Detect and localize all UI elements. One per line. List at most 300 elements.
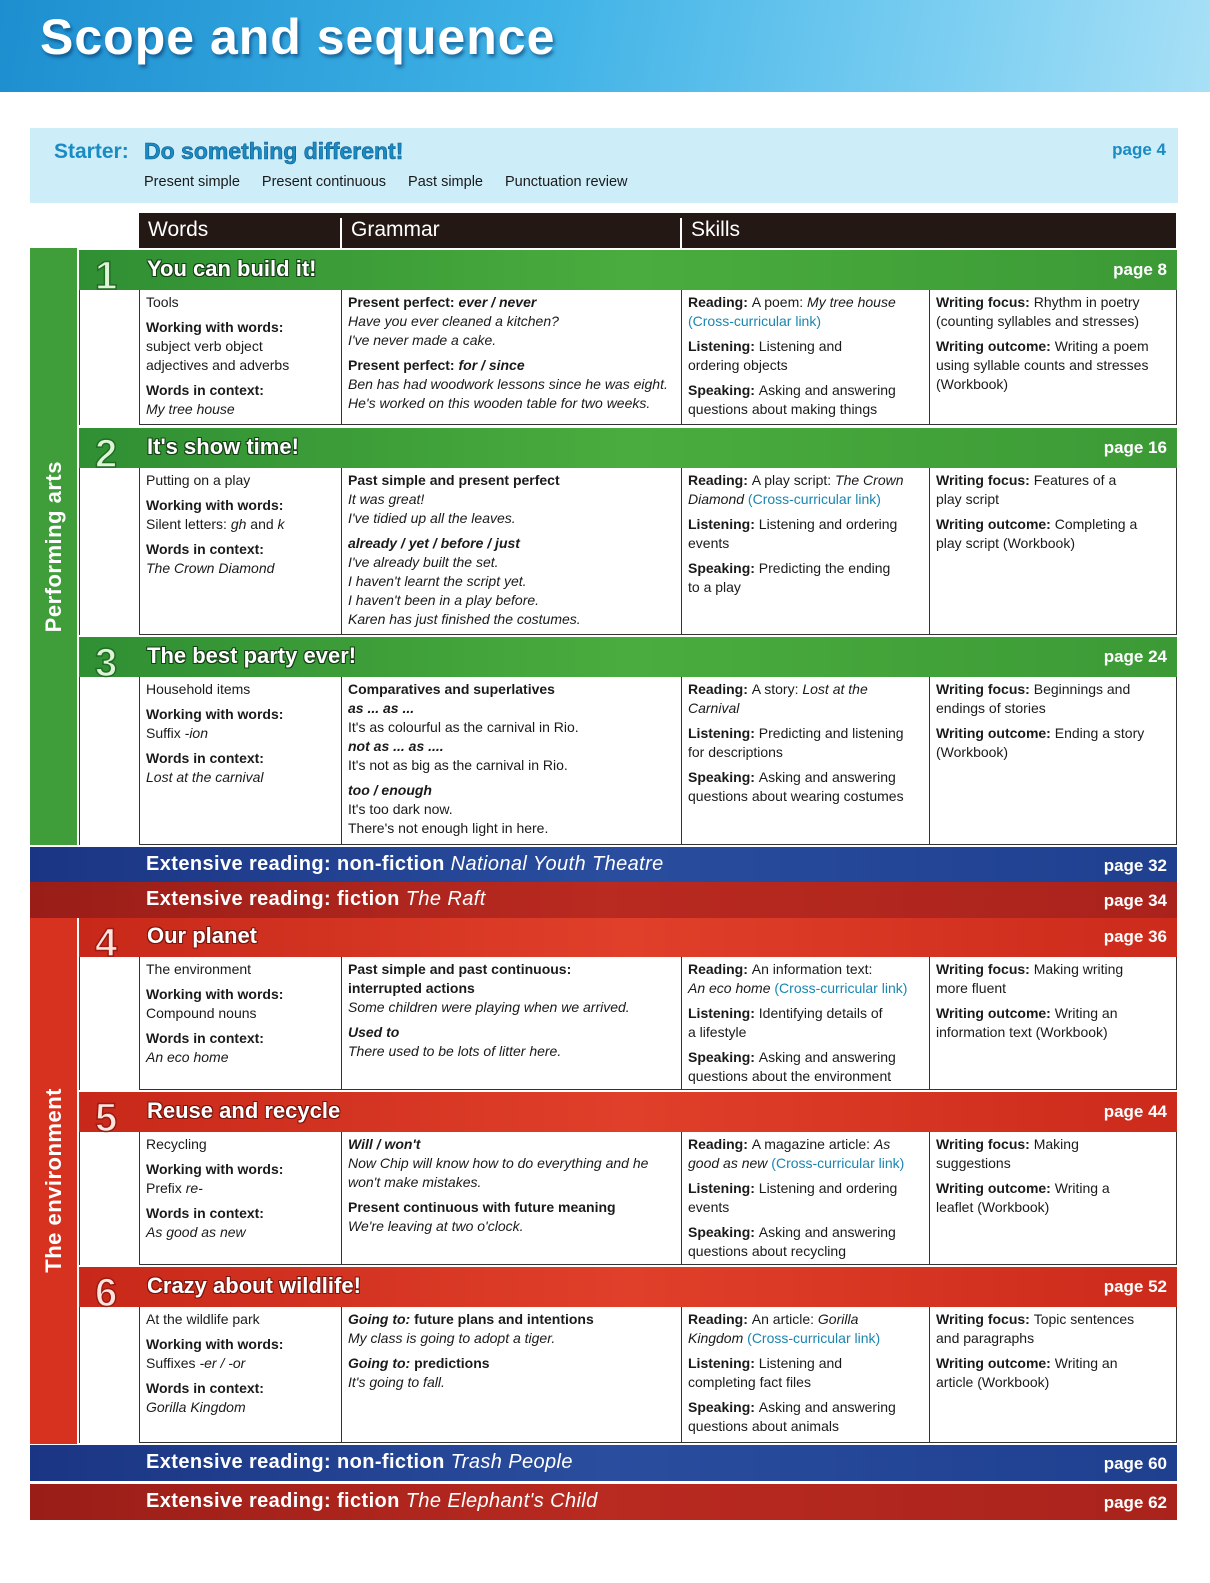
- cell-paragraph: [936, 724, 1172, 762]
- cell-line: [146, 540, 335, 559]
- cell-line: [348, 553, 675, 572]
- words-cell: [140, 290, 341, 424]
- cell-text: as ... as ...: [348, 700, 415, 716]
- section-performing-arts: [30, 248, 79, 845]
- cell-line: [146, 400, 335, 419]
- cell-line: [936, 293, 1172, 312]
- cell-text: Writing outcome:: [936, 516, 1055, 532]
- skills-cell: [681, 957, 929, 1089]
- cell-line: [936, 1179, 1172, 1198]
- unit-title: Reuse and recycle: [147, 1098, 341, 1123]
- cell-text: Speaking:: [688, 560, 759, 576]
- cell-line: [348, 1329, 675, 1348]
- cell-text: Writing focus:: [936, 472, 1034, 488]
- cell-line: [146, 559, 335, 578]
- cell-text: using syllable counts and stresses: [936, 357, 1149, 373]
- cell-text: Asking and answering: [758, 1224, 896, 1240]
- cell-line: [936, 312, 1172, 331]
- starter-page: page 4: [1112, 140, 1166, 159]
- skills-cell: [681, 1132, 929, 1264]
- cell-text: Asking and answering: [758, 1049, 896, 1065]
- cell-text: leaflet (Workbook): [936, 1199, 1050, 1215]
- cell-line: [348, 756, 675, 775]
- cell-line: [348, 1042, 675, 1061]
- cell-text: It was great!: [348, 491, 425, 507]
- cell-line: [146, 749, 335, 768]
- cell-text: Working with words:: [146, 986, 284, 1002]
- grammar-cell: [341, 1132, 681, 1264]
- cell-text: interrupted actions: [348, 980, 475, 996]
- extensive-reading-title: [146, 888, 486, 911]
- cell-paragraph: [936, 337, 1172, 394]
- cell-text: It's as colourful as the carnival in Rio.: [348, 719, 579, 735]
- cell-text: Writing an: [1054, 1355, 1118, 1371]
- cell-text: re-: [185, 1180, 203, 1196]
- cell-text: Speaking:: [688, 769, 759, 785]
- cell-text: Going to:: [348, 1355, 415, 1371]
- writing-cell: [929, 1132, 1178, 1264]
- cell-line: [146, 985, 335, 1004]
- cell-text: suggestions: [936, 1155, 1011, 1171]
- cell-line: [348, 356, 675, 375]
- cell-text: Writing focus:: [936, 1311, 1034, 1327]
- starter-topics: [144, 174, 628, 190]
- cell-paragraph: [348, 1310, 675, 1348]
- cell-line: [348, 1154, 675, 1173]
- cell-line: [348, 718, 675, 737]
- cell-line: [348, 293, 675, 312]
- cell-text: Asking and answering: [758, 1399, 896, 1415]
- cell-line: [688, 490, 923, 509]
- cell-text: Features of a: [1033, 472, 1117, 488]
- cell-text: A story:: [751, 681, 803, 697]
- cell-text: At the wildlife park: [146, 1311, 260, 1327]
- column-header: [139, 213, 1176, 248]
- cell-line: [146, 1379, 335, 1398]
- cell-line: [146, 337, 335, 356]
- cell-line: [146, 515, 335, 534]
- cell-text: Listening:: [688, 516, 759, 532]
- cell-text: a lifestyle: [688, 1024, 747, 1040]
- cell-text: play script: [936, 491, 1000, 507]
- cell-line: [688, 743, 923, 762]
- unit-content: [139, 677, 1177, 845]
- cell-text: Listening and: [758, 338, 843, 354]
- unit-6: [79, 1267, 1177, 1443]
- writing-cell: [929, 1307, 1178, 1442]
- cell-line: [688, 1179, 923, 1198]
- cell-text: Gorilla Kingdom: [146, 1399, 246, 1415]
- cell-text: Identifying details of: [758, 1005, 883, 1021]
- cell-paragraph: [146, 1160, 335, 1198]
- cell-paragraph: [348, 293, 675, 350]
- writing-cell: [929, 290, 1178, 424]
- cell-line: [688, 1135, 923, 1154]
- cell-text: A play script:: [751, 472, 836, 488]
- cell-line: [936, 743, 1172, 762]
- cell-text: Present continuous with future meaning: [348, 1199, 616, 1215]
- unit-3: [79, 637, 1177, 845]
- cell-line: [688, 1373, 923, 1392]
- cell-text: Reading:: [688, 961, 752, 977]
- cell-text: Have you ever cleaned a kitchen?: [348, 313, 559, 329]
- cell-paragraph: [146, 496, 335, 534]
- cell-text: Going to:: [348, 1311, 415, 1327]
- cell-text: It's too dark now.: [348, 801, 453, 817]
- extensive-reading-title: [146, 1490, 598, 1513]
- cell-text: Comparatives and superlatives: [348, 681, 555, 697]
- cell-text: Words in context:: [146, 1030, 264, 1046]
- cell-line: [936, 1023, 1172, 1042]
- cell-line: [936, 515, 1172, 534]
- cell-text: Lost at the: [802, 681, 868, 697]
- cell-text: The environment: [146, 961, 252, 977]
- cell-text: Will / won't: [348, 1136, 421, 1152]
- cell-line: [348, 572, 675, 591]
- cell-paragraph: [936, 1179, 1172, 1217]
- cell-line: [936, 1135, 1172, 1154]
- unit-page: page 44: [1103, 1102, 1167, 1121]
- unit-number: 4: [95, 921, 118, 965]
- cell-line: [688, 1310, 923, 1329]
- extensive-reading-title: [146, 853, 664, 876]
- cell-line: [146, 471, 335, 490]
- grammar-cell: [341, 290, 681, 424]
- cell-line: [348, 1373, 675, 1392]
- words-cell: [140, 1307, 341, 1442]
- cell-line: [688, 578, 923, 597]
- cell-text: and: [246, 516, 278, 532]
- unit-number: 1: [95, 254, 118, 298]
- extensive-reading-label: Extensive reading: non-fiction: [146, 853, 451, 875]
- cell-line: [146, 318, 335, 337]
- cell-paragraph: [146, 318, 335, 375]
- cross-curricular-link[interactable]: (Cross-curricular link): [688, 313, 822, 329]
- cell-text: Working with words:: [146, 1161, 284, 1177]
- cell-line: [936, 680, 1172, 699]
- grammar-cell: [341, 957, 681, 1089]
- cell-paragraph: [146, 1335, 335, 1373]
- cell-paragraph: [688, 724, 923, 762]
- cell-paragraph: [688, 515, 923, 553]
- cell-line: [146, 705, 335, 724]
- cell-line: [348, 1354, 675, 1373]
- cell-line: [348, 960, 675, 979]
- cell-text: We're leaving at two o'clock.: [348, 1218, 524, 1234]
- cell-line: [936, 1329, 1172, 1348]
- cross-curricular-link[interactable]: (Cross-curricular link): [747, 491, 881, 507]
- cell-text: events: [688, 535, 730, 551]
- cell-text: questions about the environment: [688, 1068, 892, 1084]
- cell-text: Speaking:: [688, 1399, 759, 1415]
- cell-text: Words in context:: [146, 541, 264, 557]
- unit-content: [139, 290, 1177, 425]
- cell-line: [688, 979, 923, 998]
- cell-text: endings of stories: [936, 700, 1046, 716]
- cell-text: I haven't been in a play before.: [348, 592, 540, 608]
- cell-line: [146, 1160, 335, 1179]
- extensive-reading-page: page 32: [1103, 856, 1167, 875]
- cell-line: [688, 1398, 923, 1417]
- unit-number: 5: [95, 1096, 118, 1140]
- cell-paragraph: [688, 1048, 923, 1086]
- cell-line: [146, 1335, 335, 1354]
- words-cell: [140, 677, 341, 844]
- cell-text: Words in context:: [146, 750, 264, 766]
- cell-line: [348, 699, 675, 718]
- skills-cell: [681, 1307, 929, 1442]
- unit-page: page 8: [1113, 260, 1167, 279]
- cell-text: questions about animals: [688, 1418, 839, 1434]
- cell-paragraph: [146, 1379, 335, 1417]
- cell-line: [348, 1023, 675, 1042]
- cell-line: [688, 768, 923, 787]
- cell-text: Used to: [348, 1024, 400, 1040]
- cell-text: Writing outcome:: [936, 1180, 1055, 1196]
- cell-paragraph: [348, 680, 675, 775]
- cell-text: Listening and ordering: [758, 516, 898, 532]
- cell-paragraph: [348, 1198, 675, 1236]
- starter-title: Do something different!: [144, 138, 404, 164]
- cell-paragraph: [348, 471, 675, 528]
- cell-line: [348, 490, 675, 509]
- cell-line: [936, 375, 1172, 394]
- cell-text: Some children were playing when we arrived.: [348, 999, 630, 1015]
- cell-paragraph: [146, 1310, 335, 1329]
- page-header: [0, 0, 1210, 92]
- cell-line: [146, 356, 335, 375]
- cell-paragraph: [146, 1029, 335, 1067]
- cell-line: [688, 312, 923, 331]
- cell-text: I've never made a cake.: [348, 332, 497, 348]
- section-label: The environment: [40, 1088, 66, 1273]
- cell-paragraph: [688, 1398, 923, 1436]
- cell-line: [936, 1310, 1172, 1329]
- cell-line: [688, 534, 923, 553]
- cross-curricular-link[interactable]: (Cross-curricular link): [774, 980, 908, 996]
- cell-paragraph: [688, 1354, 923, 1392]
- cell-text: subject verb object: [146, 338, 263, 354]
- cell-paragraph: [146, 985, 335, 1023]
- cell-text: Present perfect:: [348, 357, 459, 373]
- extensive-reading-bar: [30, 847, 1177, 883]
- extensive-reading-book: Trash People: [450, 1451, 573, 1473]
- cell-line: [348, 1135, 675, 1154]
- unit-title: The best party ever!: [147, 643, 357, 668]
- cell-text: There's not enough light in here.: [348, 820, 549, 836]
- cell-text: not as ... as ....: [348, 738, 444, 754]
- unit-number: 6: [95, 1271, 118, 1315]
- cell-paragraph: [936, 680, 1172, 718]
- unit-page: page 52: [1103, 1277, 1167, 1296]
- cell-text: Past simple and past continuous:: [348, 961, 572, 977]
- column-grammar: Grammar: [340, 218, 440, 248]
- cell-text: (Workbook): [936, 376, 1009, 392]
- cell-line: [146, 1398, 335, 1417]
- extensive-reading-bar: [30, 1445, 1177, 1481]
- starter-topic: Past simple: [408, 174, 483, 190]
- grammar-cell: [341, 677, 681, 844]
- cell-line: [146, 1179, 335, 1198]
- cell-text: An eco home: [146, 1049, 229, 1065]
- cell-line: [936, 337, 1172, 356]
- cell-line: [146, 724, 335, 743]
- cell-text: Predicting the ending: [758, 560, 891, 576]
- writing-cell: [929, 677, 1178, 844]
- unit-content: [139, 1132, 1177, 1265]
- cell-text: Speaking:: [688, 382, 759, 398]
- cell-text: Ben has had woodwork lessons since he was eight.: [348, 376, 668, 392]
- cell-line: [688, 1004, 923, 1023]
- starter-topic: Punctuation review: [505, 174, 628, 190]
- cell-text: An eco home: [688, 980, 775, 996]
- cell-line: [146, 293, 335, 312]
- cell-text: article (Workbook): [936, 1374, 1050, 1390]
- unit-title-bar: [79, 917, 1177, 965]
- cell-text: Working with words:: [146, 1336, 284, 1352]
- cell-line: [348, 1198, 675, 1217]
- unit-title-bar: [79, 1267, 1177, 1315]
- cell-paragraph: [688, 1223, 923, 1261]
- cell-text: ever / never: [458, 294, 537, 310]
- cell-text: k: [277, 516, 285, 532]
- cell-text: Listening and: [758, 1355, 843, 1371]
- cell-text: Listening and ordering: [758, 1180, 898, 1196]
- cell-text: play script (Workbook): [936, 535, 1076, 551]
- cell-line: [688, 400, 923, 419]
- starter-topic: Present continuous: [261, 174, 387, 190]
- unit-page: page 36: [1103, 927, 1167, 946]
- cell-line: [688, 1198, 923, 1217]
- cell-text: Writing outcome:: [936, 1355, 1055, 1371]
- cell-line: [688, 680, 923, 699]
- cell-line: [348, 1310, 675, 1329]
- cell-text: Listening:: [688, 338, 759, 354]
- cell-paragraph: [936, 1354, 1172, 1392]
- extensive-reading-label: Extensive reading: fiction: [146, 1490, 406, 1512]
- cell-text: Ending a story: [1054, 725, 1145, 741]
- cell-line: [146, 1029, 335, 1048]
- starter-box: [30, 128, 1178, 203]
- cross-curricular-link[interactable]: (Cross-curricular link): [771, 1155, 905, 1171]
- cell-paragraph: [936, 1004, 1172, 1042]
- grammar-cell: [341, 468, 681, 634]
- cell-line: [936, 1373, 1172, 1392]
- cell-line: [348, 610, 675, 629]
- cell-text: Diamond: [688, 491, 748, 507]
- cell-line: [688, 960, 923, 979]
- cell-line: [688, 1329, 923, 1348]
- cell-line: [688, 1154, 923, 1173]
- cell-text: It's going to fall.: [348, 1374, 445, 1390]
- cell-text: Karen has just finished the costumes.: [348, 611, 581, 627]
- cell-text: more fluent: [936, 980, 1007, 996]
- cell-text: Topic sentences: [1033, 1311, 1135, 1327]
- cell-text: I've tidied up all the leaves.: [348, 510, 516, 526]
- cell-text: ordering objects: [688, 357, 788, 373]
- cell-line: [146, 496, 335, 515]
- cell-line: [688, 356, 923, 375]
- cell-text: Making: [1033, 1136, 1079, 1152]
- cell-line: [348, 1173, 675, 1192]
- cell-text: -ion: [184, 725, 209, 741]
- cell-paragraph: [688, 337, 923, 375]
- cell-line: [348, 509, 675, 528]
- cell-text: Working with words:: [146, 497, 284, 513]
- column-skills: Skills: [680, 218, 740, 248]
- cell-paragraph: [348, 356, 675, 413]
- cell-text: gh: [230, 516, 247, 532]
- cell-line: [688, 337, 923, 356]
- cell-line: [936, 1198, 1172, 1217]
- cross-curricular-link[interactable]: (Cross-curricular link): [747, 1330, 881, 1346]
- cell-paragraph: [688, 960, 923, 998]
- cell-text: Speaking:: [688, 1049, 759, 1065]
- starter-label: Starter:: [54, 140, 129, 163]
- cell-paragraph: [348, 1135, 675, 1192]
- cell-line: [688, 1223, 923, 1242]
- cell-paragraph: [688, 559, 923, 597]
- cell-line: [348, 680, 675, 699]
- cell-text: Rhythm in poetry: [1033, 294, 1140, 310]
- cell-text: Listening:: [688, 1005, 759, 1021]
- cell-text: Working with words:: [146, 319, 284, 335]
- cell-paragraph: [688, 768, 923, 806]
- cell-paragraph: [348, 1354, 675, 1392]
- cell-text: Asking and answering: [758, 769, 896, 785]
- cell-line: [936, 356, 1172, 375]
- cell-line: [936, 490, 1172, 509]
- cell-line: [936, 1154, 1172, 1173]
- words-cell: [140, 468, 341, 634]
- cell-text: I haven't learnt the script yet.: [348, 573, 527, 589]
- cell-text: Carnival: [688, 700, 740, 716]
- cell-paragraph: [146, 1135, 335, 1154]
- cell-line: [688, 1023, 923, 1042]
- cell-line: [688, 1067, 923, 1086]
- cell-text: Recycling: [146, 1136, 207, 1152]
- cell-line: [936, 979, 1172, 998]
- cell-line: [348, 800, 675, 819]
- cell-paragraph: [688, 1004, 923, 1042]
- extensive-reading-page: page 62: [1103, 1493, 1167, 1512]
- cell-text: Now Chip will know how to do everything and he: [348, 1155, 649, 1171]
- section-the-environment: [30, 917, 79, 1444]
- cell-text: Making writing: [1033, 961, 1124, 977]
- cell-line: [348, 737, 675, 756]
- cell-line: [146, 768, 335, 787]
- unit-page: page 24: [1103, 647, 1167, 666]
- cell-text: He's worked on this wooden table for two weeks.: [348, 395, 651, 411]
- cell-text: Words in context:: [146, 382, 264, 398]
- cell-text: Writing an: [1054, 1005, 1118, 1021]
- cell-paragraph: [688, 381, 923, 419]
- cell-line: [688, 787, 923, 806]
- cell-text: for descriptions: [688, 744, 783, 760]
- cell-line: [688, 471, 923, 490]
- cell-paragraph: [936, 1135, 1172, 1173]
- cell-paragraph: [348, 781, 675, 838]
- cell-text: won't make mistakes.: [348, 1174, 482, 1190]
- extensive-reading-label: Extensive reading: non-fiction: [146, 1451, 451, 1473]
- cell-line: [936, 1354, 1172, 1373]
- cell-text: Words in context:: [146, 1205, 264, 1221]
- cell-line: [688, 724, 923, 743]
- cell-text: information text (Workbook): [936, 1024, 1108, 1040]
- writing-cell: [929, 468, 1178, 634]
- cell-line: [688, 1417, 923, 1436]
- cell-text: (counting syllables and stresses): [936, 313, 1140, 329]
